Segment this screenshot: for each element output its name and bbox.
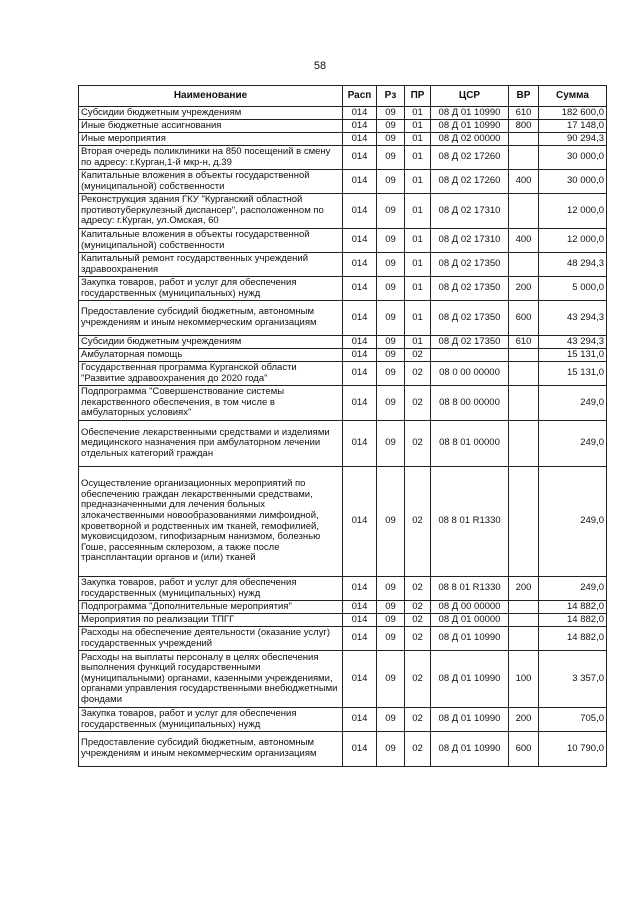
row-rz-cell: 09	[377, 301, 405, 336]
row-sum-cell: 30 000,0	[539, 146, 607, 170]
row-csr-cell: 08 0 00 00000	[431, 362, 509, 386]
row-csr-cell: 08 Д 02 17350	[431, 277, 509, 301]
row-sum-cell: 10 790,0	[539, 732, 607, 767]
row-sum-cell: 90 294,3	[539, 133, 607, 146]
table-row	[79, 336, 607, 349]
row-pr-cell: 02	[405, 577, 431, 601]
header-name: Наименование	[79, 86, 343, 107]
header-rasp: Расп	[343, 86, 377, 107]
row-name-cell: Осуществление организационных мероприятий по обеспечению граждан лекарственными средствами, предназначенными для лечения больных злокачественными новообразованиями лимфоидной, кроветворной и родственных им тканей, гемофилией, муковисцидозом, гипофизарным нанизмом, болезнью Гоше, рассеянным склерозом, а также после трансплантации органов и (или) тканей	[79, 467, 343, 577]
row-vr-cell	[509, 601, 539, 614]
row-rasp-cell: 014	[343, 577, 377, 601]
row-sum-cell: 43 294,3	[539, 301, 607, 336]
row-csr-cell: 08 Д 02 17310	[431, 194, 509, 229]
row-rz-cell: 09	[377, 146, 405, 170]
row-rasp-cell: 014	[343, 253, 377, 277]
table-row	[79, 708, 607, 732]
row-pr-cell: 02	[405, 627, 431, 651]
row-rasp-cell: 014	[343, 732, 377, 767]
table-row	[79, 133, 607, 146]
row-rz-cell: 09	[377, 601, 405, 614]
row-pr-cell: 02	[405, 708, 431, 732]
row-rasp-cell: 014	[343, 133, 377, 146]
row-name-cell: Реконструкция здания ГКУ "Курганский областной противотуберкулезный диспансер", расположенном по адресу: г.Курган, ул.Омская, 60	[79, 194, 343, 229]
row-rz-cell: 09	[377, 467, 405, 577]
row-name-cell: Вторая очередь поликлиники на 850 посещений в смену по адресу: г.Курган,1-й мкр-н, д.39	[79, 146, 343, 170]
row-sum-cell: 12 000,0	[539, 229, 607, 253]
table-row	[79, 146, 607, 170]
row-vr-cell: 200	[509, 277, 539, 301]
row-rasp-cell: 014	[343, 651, 377, 708]
row-csr-cell: 08 Д 01 10990	[431, 651, 509, 708]
table-row	[79, 732, 607, 767]
row-rz-cell: 09	[377, 170, 405, 194]
row-rz-cell: 09	[377, 386, 405, 421]
row-rz-cell: 09	[377, 627, 405, 651]
row-vr-cell: 400	[509, 170, 539, 194]
row-vr-cell	[509, 194, 539, 229]
row-sum-cell: 3 357,0	[539, 651, 607, 708]
row-sum-cell: 182 600,0	[539, 107, 607, 120]
row-name-cell: Подпрограмма "Дополнительные мероприятия"	[79, 601, 343, 614]
row-sum-cell: 705,0	[539, 708, 607, 732]
row-rasp-cell: 014	[343, 194, 377, 229]
row-rz-cell: 09	[377, 732, 405, 767]
row-pr-cell: 01	[405, 146, 431, 170]
row-rasp-cell: 014	[343, 601, 377, 614]
row-sum-cell: 5 000,0	[539, 277, 607, 301]
row-sum-cell: 48 294,3	[539, 253, 607, 277]
row-rasp-cell: 014	[343, 467, 377, 577]
row-name-cell: Субсидии бюджетным учреждениям	[79, 336, 343, 349]
table-row	[79, 253, 607, 277]
row-pr-cell: 02	[405, 651, 431, 708]
row-vr-cell: 200	[509, 708, 539, 732]
row-vr-cell: 100	[509, 651, 539, 708]
row-csr-cell: 08 Д 01 10990	[431, 107, 509, 120]
header-vr: ВР	[509, 86, 539, 107]
row-vr-cell	[509, 253, 539, 277]
row-sum-cell: 249,0	[539, 386, 607, 421]
row-rz-cell: 09	[377, 194, 405, 229]
row-csr-cell: 08 8 01 00000	[431, 421, 509, 467]
row-csr-cell: 08 8 00 00000	[431, 386, 509, 421]
row-csr-cell: 08 Д 00 00000	[431, 601, 509, 614]
header-row	[79, 86, 607, 107]
header-pr: ПР	[405, 86, 431, 107]
row-csr-cell	[431, 349, 509, 362]
row-pr-cell: 01	[405, 120, 431, 133]
table-row	[79, 467, 607, 577]
table-row	[79, 170, 607, 194]
row-vr-cell: 400	[509, 229, 539, 253]
row-rasp-cell: 014	[343, 386, 377, 421]
row-csr-cell: 08 Д 02 17350	[431, 301, 509, 336]
row-pr-cell: 02	[405, 362, 431, 386]
row-sum-cell: 249,0	[539, 421, 607, 467]
row-name-cell: Капитальные вложения в объекты государственной (муниципальной) собственности	[79, 229, 343, 253]
table-row	[79, 277, 607, 301]
row-rz-cell: 09	[377, 349, 405, 362]
row-name-cell: Иные мероприятия	[79, 133, 343, 146]
row-name-cell: Иные бюджетные ассигнования	[79, 120, 343, 133]
row-pr-cell: 01	[405, 336, 431, 349]
row-csr-cell: 08 Д 02 17350	[431, 336, 509, 349]
row-sum-cell: 14 882,0	[539, 627, 607, 651]
row-rasp-cell: 014	[343, 277, 377, 301]
row-sum-cell: 249,0	[539, 467, 607, 577]
row-pr-cell: 01	[405, 253, 431, 277]
row-csr-cell: 08 Д 02 17350	[431, 253, 509, 277]
row-csr-cell: 08 Д 01 10990	[431, 120, 509, 133]
row-csr-cell: 08 Д 02 00000	[431, 133, 509, 146]
row-rz-cell: 09	[377, 614, 405, 627]
row-rasp-cell: 014	[343, 146, 377, 170]
table-row	[79, 614, 607, 627]
row-rasp-cell: 014	[343, 708, 377, 732]
row-sum-cell: 17 148,0	[539, 120, 607, 133]
row-rz-cell: 09	[377, 362, 405, 386]
row-rz-cell: 09	[377, 277, 405, 301]
row-name-cell: Предоставление субсидий бюджетным, автономным учреждениям и иным некоммерческим организациям	[79, 301, 343, 336]
row-sum-cell: 14 882,0	[539, 614, 607, 627]
row-vr-cell	[509, 614, 539, 627]
row-csr-cell: 08 8 01 R1330	[431, 577, 509, 601]
row-vr-cell: 610	[509, 336, 539, 349]
table-row	[79, 577, 607, 601]
row-rz-cell: 09	[377, 336, 405, 349]
row-vr-cell	[509, 349, 539, 362]
row-rasp-cell: 014	[343, 301, 377, 336]
row-sum-cell: 15 131,0	[539, 362, 607, 386]
row-csr-cell: 08 Д 02 17310	[431, 229, 509, 253]
row-csr-cell: 08 Д 01 10990	[431, 732, 509, 767]
row-name-cell: Капитальные вложения в объекты государственной (муниципальной) собственности	[79, 170, 343, 194]
row-rz-cell: 09	[377, 421, 405, 467]
row-name-cell: Закупка товаров, работ и услуг для обеспечения государственных (муниципальных) нужд	[79, 577, 343, 601]
budget-table	[78, 85, 607, 767]
row-sum-cell: 249,0	[539, 577, 607, 601]
row-pr-cell: 02	[405, 732, 431, 767]
row-pr-cell: 01	[405, 229, 431, 253]
table-row	[79, 229, 607, 253]
row-name-cell: Амбулаторная помощь	[79, 349, 343, 362]
row-rasp-cell: 014	[343, 170, 377, 194]
row-pr-cell: 01	[405, 133, 431, 146]
row-pr-cell: 01	[405, 277, 431, 301]
row-vr-cell: 600	[509, 732, 539, 767]
row-csr-cell: 08 8 01 R1330	[431, 467, 509, 577]
table-row	[79, 421, 607, 467]
row-name-cell: Предоставление субсидий бюджетным, автономным учреждениям и иным некоммерческим организациям	[79, 732, 343, 767]
table-row	[79, 601, 607, 614]
row-pr-cell: 01	[405, 107, 431, 120]
table-row	[79, 120, 607, 133]
row-rasp-cell: 014	[343, 120, 377, 133]
row-pr-cell: 02	[405, 467, 431, 577]
row-rasp-cell: 014	[343, 349, 377, 362]
row-vr-cell	[509, 146, 539, 170]
row-vr-cell: 200	[509, 577, 539, 601]
row-rz-cell: 09	[377, 107, 405, 120]
row-sum-cell: 14 882,0	[539, 601, 607, 614]
table-row	[79, 349, 607, 362]
row-sum-cell: 12 000,0	[539, 194, 607, 229]
row-sum-cell: 15 131,0	[539, 349, 607, 362]
row-rz-cell: 09	[377, 577, 405, 601]
row-pr-cell: 02	[405, 386, 431, 421]
table-row	[79, 362, 607, 386]
row-name-cell: Подпрограмма "Совершенствование системы лекарственного обеспечения, в том числе в амбулаторных условиях"	[79, 386, 343, 421]
row-csr-cell: 08 Д 01 10990	[431, 708, 509, 732]
row-vr-cell	[509, 133, 539, 146]
header-sum: Сумма	[539, 86, 607, 107]
row-pr-cell: 02	[405, 601, 431, 614]
row-pr-cell: 01	[405, 170, 431, 194]
row-rasp-cell: 014	[343, 614, 377, 627]
row-rasp-cell: 014	[343, 627, 377, 651]
row-name-cell: Обеспечение лекарственными средствами и изделиями медицинского назначения при амбулаторном лечении отдельных категорий граждан	[79, 421, 343, 467]
row-pr-cell: 01	[405, 194, 431, 229]
row-rz-cell: 09	[377, 133, 405, 146]
row-name-cell: Расходы на обеспечение деятельности (оказание услуг) государственных учреждений	[79, 627, 343, 651]
row-rz-cell: 09	[377, 229, 405, 253]
row-sum-cell: 43 294,3	[539, 336, 607, 349]
row-csr-cell: 08 Д 01 00000	[431, 614, 509, 627]
row-vr-cell	[509, 386, 539, 421]
row-vr-cell: 800	[509, 120, 539, 133]
row-name-cell: Закупка товаров, работ и услуг для обеспечения государственных (муниципальных) нужд	[79, 277, 343, 301]
row-vr-cell: 610	[509, 107, 539, 120]
page-number: 58	[313, 60, 327, 72]
row-name-cell: Закупка товаров, работ и услуг для обеспечения государственных (муниципальных) нужд	[79, 708, 343, 732]
row-rasp-cell: 014	[343, 336, 377, 349]
table-row	[79, 107, 607, 120]
row-vr-cell	[509, 362, 539, 386]
row-pr-cell: 02	[405, 349, 431, 362]
row-pr-cell: 01	[405, 301, 431, 336]
row-pr-cell: 02	[405, 421, 431, 467]
row-csr-cell: 08 Д 01 10990	[431, 627, 509, 651]
row-rasp-cell: 014	[343, 362, 377, 386]
row-rz-cell: 09	[377, 708, 405, 732]
row-csr-cell: 08 Д 02 17260	[431, 170, 509, 194]
row-rasp-cell: 014	[343, 421, 377, 467]
row-sum-cell: 30 000,0	[539, 170, 607, 194]
table-row	[79, 301, 607, 336]
row-rz-cell: 09	[377, 253, 405, 277]
row-rasp-cell: 014	[343, 107, 377, 120]
table-row	[79, 627, 607, 651]
row-vr-cell: 600	[509, 301, 539, 336]
row-csr-cell: 08 Д 02 17260	[431, 146, 509, 170]
row-name-cell: Капитальный ремонт государственных учреждений здравоохранения	[79, 253, 343, 277]
row-pr-cell: 02	[405, 614, 431, 627]
row-vr-cell	[509, 421, 539, 467]
row-vr-cell	[509, 627, 539, 651]
row-rz-cell: 09	[377, 651, 405, 708]
table-row	[79, 651, 607, 708]
row-rasp-cell: 014	[343, 229, 377, 253]
table-row	[79, 194, 607, 229]
row-name-cell: Государственная программа Курганской области "Развитие здравоохранения до 2020 года"	[79, 362, 343, 386]
row-name-cell: Субсидии бюджетным учреждениям	[79, 107, 343, 120]
header-csr: ЦСР	[431, 86, 509, 107]
row-vr-cell	[509, 467, 539, 577]
row-name-cell: Расходы на выплаты персоналу в целях обеспечения выполнения функций государственными (муниципальными) органами, казенными учреждениями, органами управления государственными внебюджетными фондами	[79, 651, 343, 708]
row-rz-cell: 09	[377, 120, 405, 133]
header-rz: Рз	[377, 86, 405, 107]
table-row	[79, 386, 607, 421]
row-name-cell: Мероприятия по реализации ТПГГ	[79, 614, 343, 627]
